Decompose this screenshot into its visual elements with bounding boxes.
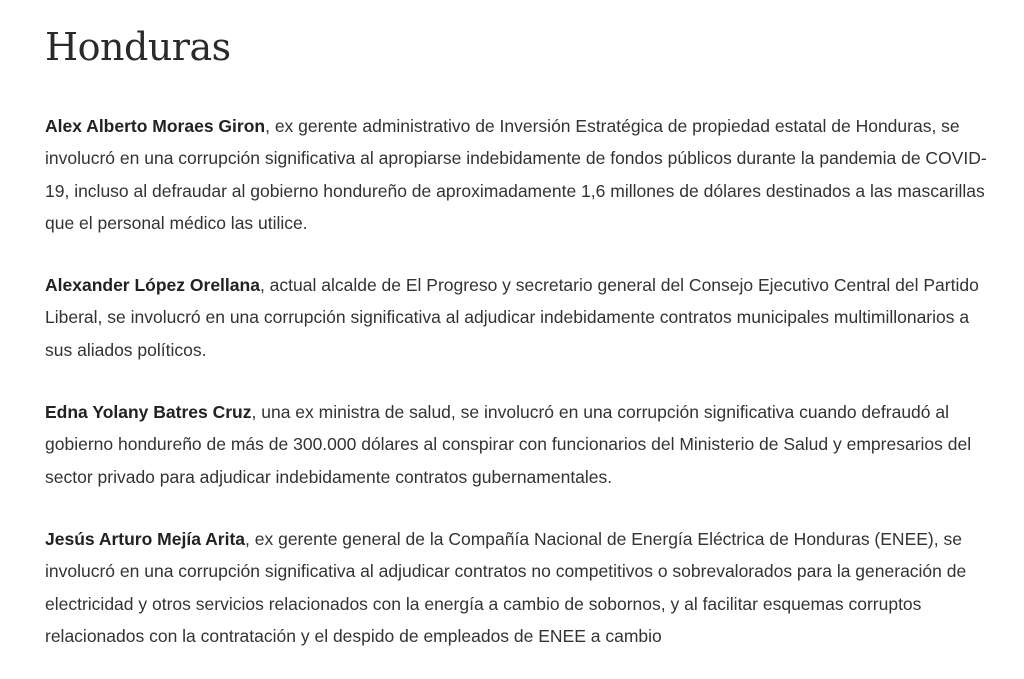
paragraph-entry bbox=[45, 269, 994, 366]
paragraph-entry bbox=[45, 396, 994, 493]
paragraph-text: , actual alcalde de El Progreso y secretario general del Consejo Ejecutivo Central del Partido Liberal, se involucró en una corrupción significativa al adjudicar indebidamente contratos municipales multimillonarios a sus aliados políticos. bbox=[45, 275, 979, 360]
paragraph-text: , ex gerente administrativo de Inversión Estratégica de propiedad estatal de Honduras, se involucró en una corrupción significativa al apropiarse indebidamente de fondos públicos durante la pandemia de COVID-19, incluso al defraudar al gobierno hondureño de aproximadamente 1,6 millones de dólares destinados a las mascarillas que el personal médico las utilice. bbox=[45, 116, 987, 233]
paragraph-entry bbox=[45, 523, 994, 652]
person-name: Alexander López Orellana bbox=[45, 275, 260, 296]
paragraph-entry bbox=[45, 110, 994, 239]
person-name: Edna Yolany Batres Cruz bbox=[45, 402, 252, 423]
person-name: Jesús Arturo Mejía Arita bbox=[45, 528, 246, 549]
paragraph-text: , una ex ministra de salud, se involucró en una corrupción significativa cuando defraudó al gobierno hondureño de más de 300.000 dólares al conspirar con funcionarios del Ministerio de Salud y empresarios del sector privado para adjudicar indebidamente contratos gubernamentales. bbox=[45, 402, 972, 487]
paragraph-text: , ex gerente general de la Compañía Nacional de Energía Eléctrica de Honduras (ENEE), se involucró en una corrupción significativa al adjudicar contratos no competitivos o sobrevalorados para la generación de electricidad y otros servicios relacionados con la energía a cambio de sobornos, y al facilitar esquemas corruptos relacionados con la contratación y el despido de empleados de ENEE a cambio bbox=[45, 528, 967, 646]
page-title: Honduras bbox=[45, 25, 231, 69]
person-name: Alex Alberto Moraes Giron bbox=[45, 116, 266, 136]
